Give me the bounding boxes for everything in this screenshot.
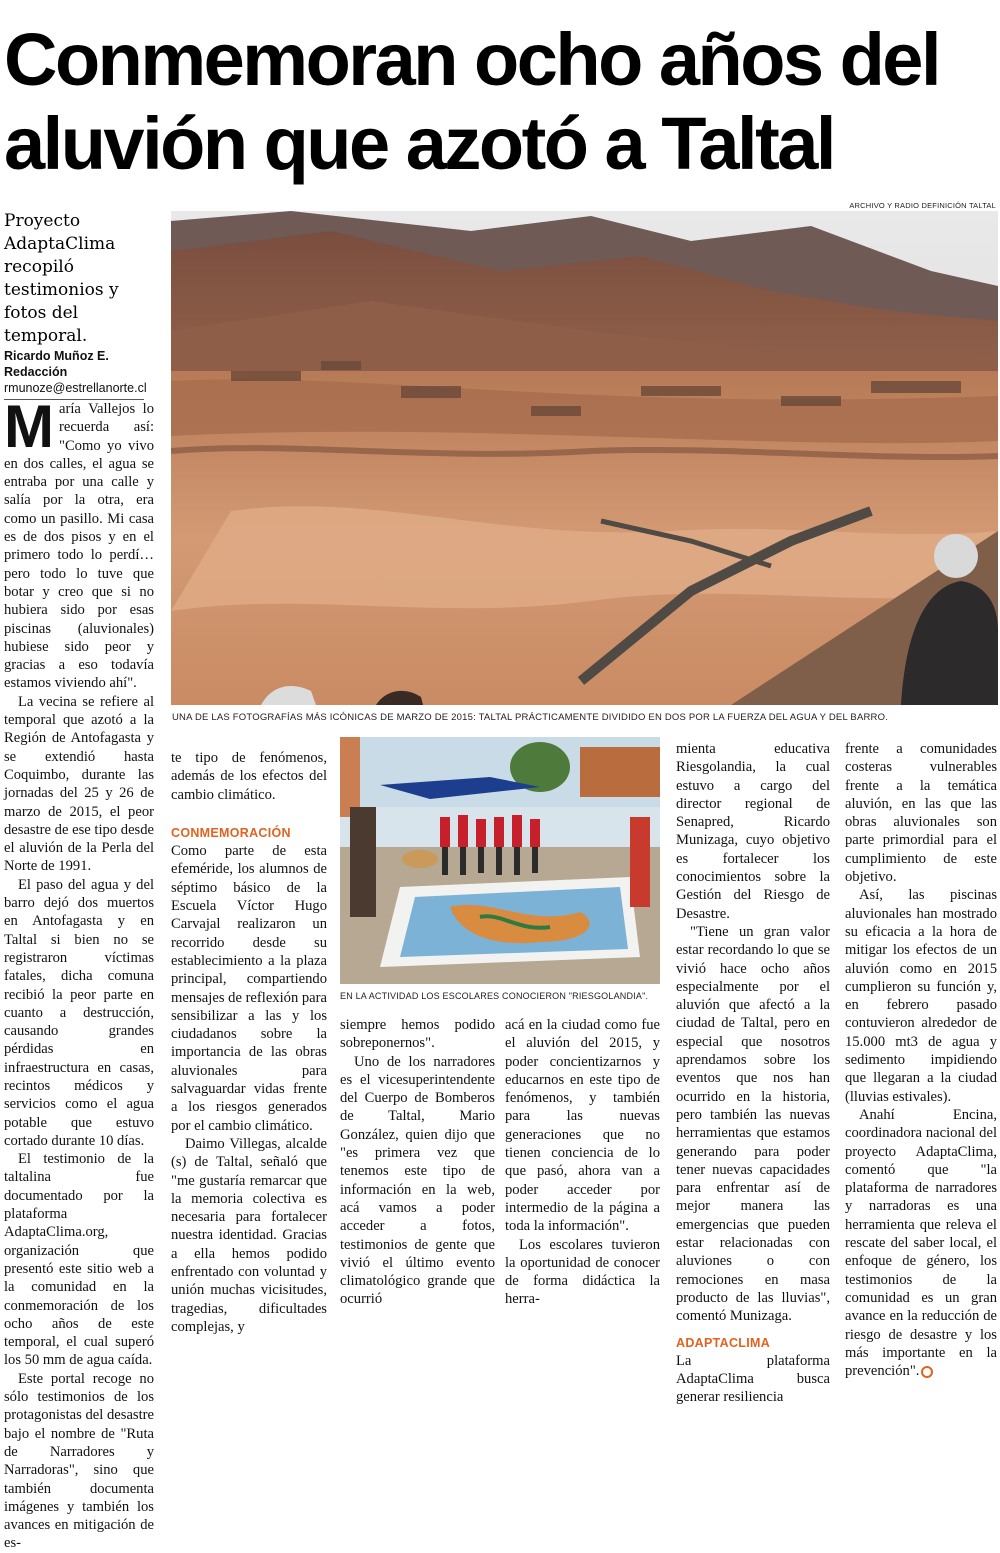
deck: Proyecto AdaptaClima recopiló testimonios y fotos del temporal. (4, 211, 119, 346)
riesgolandia-photo-illustration (340, 737, 660, 984)
col5-paragraph-3: La plataforma AdaptaClima busca generar resiliencia (676, 1352, 830, 1406)
flood-photo-illustration (171, 211, 998, 705)
col6-paragraph-3: Anahí Encina, coordinadora nacional del proyecto AdaptaClima, comentó que "la plataforma de narradores y narradoras es una herramienta que releva el rescate del saber local, el enfoque de género, los testimonios de la comunidad es un gran avance en la reducción de riesgo de desastre y los más importante en la prevención". (845, 1106, 997, 1380)
author-email: rmunoze@estrellanorte.cl (4, 380, 144, 400)
col1-paragraph-5: Este portal recoge no sólo testimonios de los protagonistas del desastre bajo el nombre de "Ruta de Narradores y Narradoras", sino que también documenta imágenes y también los avances en mitigación de es- (4, 1370, 154, 1552)
column-1 (4, 393, 154, 1553)
col4-paragraph-1: acá en la ciudad como fue el aluvión del 2015, y poder concientizarnos y educarnos en este tipo de fenómenos, y también para las nuevas generaciones que no tienen conciencia de lo que pasó, ahora van a poder acceder por intermedio de la página a toda la información". (505, 1017, 660, 1235)
main-photo (171, 211, 998, 705)
article-end-icon (921, 1366, 933, 1378)
col2-paragraph-1: Como parte de esta efeméride, los alumnos de séptimo básico de la Escuela Víctor Hugo Carvajal realizaron un recorrido desde su establecimiento a la plaza principal, compartiendo mensajes de reflexión para sensibilizar a las y los ciudadanos sobre la importancia de las obras aluvionales para salvaguardar vidas frente a los riesgos generados por el cambio climático. (171, 843, 327, 1134)
column-4 (505, 1016, 660, 1309)
col3-paragraph-1: siempre hemos podido sobreponernos". (340, 1017, 495, 1052)
section-heading-conmemoracion: CONMEMORACIÓN (171, 825, 291, 840)
second-photo (340, 737, 660, 984)
col1-paragraph-3: El paso del agua y del barro dejó dos muertos en Antofagasta y en Taltal si bien no se registraron víctimas fatales, dicha comuna recibió la peor parte en cuanto a destrucción, causando grandes pérdidas en infraestructura en casas, recintos médicos y servicios como el agua potable que estuvo cortado durante 10 días. (4, 876, 154, 1149)
column-6 (845, 740, 997, 1380)
col4-paragraph-2: Los escolares tuvieron la oportunidad de conocer de forma didáctica la herra- (505, 1236, 660, 1308)
col5-paragraph-1: mienta educativa Riesgolandia, la cual estuvo a cargo del director regional de Senapred, Ricardo Munizaga, cuyo objetivo es fortalecer los conocimientos sobre la Gestión del Riesgo de Desastre. (676, 741, 830, 922)
column-2 (171, 749, 327, 1336)
second-photo-caption: EN LA ACTIVIDAD LOS ESCOLARES CONOCIERON "RIESGOLANDIA". (340, 991, 649, 1001)
col6-paragraph-2: Así, las piscinas aluvionales han mostrado su eficacia a la hora de mitigar los efectos de un aluvión como en 2015 cumplieron su función y, en febrero pasado contuvieron alrededor de 15.000 mt3 de agua y sedimento impidiendo que llegaran a la ciudad (lluvias estivales). (845, 887, 997, 1105)
section-heading-adaptaclima: ADAPTACLIMA (676, 1335, 771, 1350)
col3-paragraph-2: Uno de los narradores es el vicesuperintendente del Cuerpo de Bomberos de Taltal, Mario González, quien dijo que "es primera vez que tenemos este tipo de información en la web, acá vamos a poder acceder a fotos, testimonios de gente que vivió el último evento climatológico grande que ocurrió (340, 1053, 495, 1308)
column-3 (340, 1016, 495, 1309)
col5-paragraph-2: "Tiene un gran valor estar recordando lo que se vivió hace ocho años especialmente por el aluvión que afectó a la ciudad de Taltal, pero en especial que nosotros aprendamos sobre los eventos que nos han ocurrido en la historia, pero también las nuevas herramientas que estamos generando para poder tener nuevas capacidades para enfrentar así de mejor manera las emergencias que pueden estar relacionadas con aluviones o con remociones en masa producto de las lluvias", comentó Munizaga. (676, 923, 830, 1325)
col1-paragraph-4: El testimonio de la taltalina fue documentado por la plataforma AdaptaClima.org, organización que presentó este sitio web a la comunidad en la conmemoración de los ocho años de este temporal, el cual superó los 50 mm de agua caída. (4, 1151, 154, 1369)
col1-paragraph-1: María Vallejos lo recuerda así: "Como yo vivo en dos calles, el agua se entraba por una calle y salía por la otra, era como un pasillo. Mi casa es de dos pisos y en el primero todo lo perdí… pero todo lo tuve que botar y creo que si no hubiera sido por esas piscinas (aluvionales) hubiese sido peor y gracias a eso todavía estamos viviendo ahí". (4, 393, 154, 692)
col6-paragraph-1: frente a comunidades costeras vulnerables frente a la temática aluvión, en las que las obras aluvionales son parte primordial para el cumplimiento de este objetivo. (845, 741, 997, 886)
main-photo-caption: UNA DE LAS FOTOGRAFÍAS MÁS ICÓNICAS DE MARZO DE 2015: TALTAL PRÁCTICAMENTE DIVIDIDO EN DOS POR LA FUERZA DEL AGUA Y DEL BARRO. (172, 712, 889, 723)
photo-credit: ARCHIVO Y RADIO DEFINICIÓN TALTAL (849, 201, 996, 210)
col2-paragraph-2: Daimo Villegas, alcalde (s) de Taltal, señaló que "me gustaría remarcar que la memoria colectiva es necesaria para fortalecer nuestra identidad. Gracias a ella hemos podido enfrentado con voluntad y unión muchas vicisitudes, tragedias, dificultades complejas, y (171, 1135, 327, 1335)
col2-continuation: te tipo de fenómenos, además de los efectos del cambio climático. (171, 750, 327, 803)
headline-line-1: Conmemoran ocho años del (4, 18, 940, 101)
headline (4, 18, 996, 186)
author-name: Ricardo Muñoz E. Redacción (4, 349, 109, 379)
column-5 (676, 740, 830, 1407)
col1-paragraph-2: La vecina se refiere al temporal que azotó a la Región de Antofagasta y se extendió hasta Coquimbo, durante las jornadas del 25 y 26 de marzo de 2015, el peor desastre de ese tipo desde el aluvión de la Perla del Norte de 1991. (4, 693, 154, 875)
headline-line-2: aluvión que azotó a Taltal (4, 102, 834, 185)
drop-cap: M (4, 393, 54, 460)
